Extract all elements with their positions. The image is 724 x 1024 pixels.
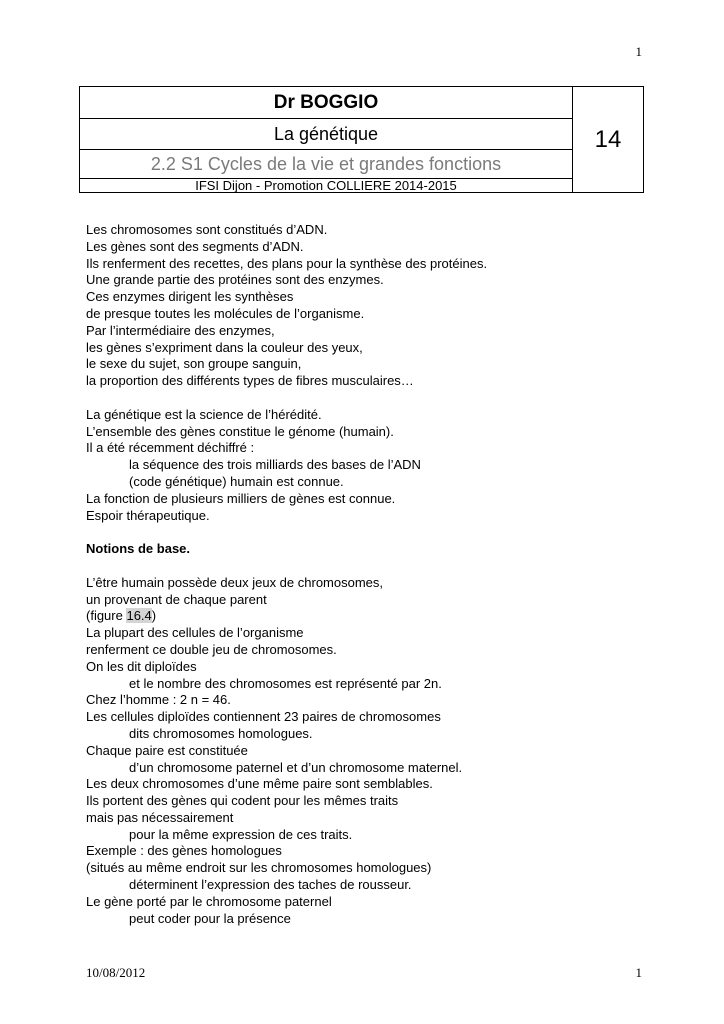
- top-page-number: 1: [635, 44, 642, 59]
- text-line: Chaque paire est constituée: [86, 742, 248, 758]
- header-table: [79, 86, 644, 193]
- text-line: La génétique est la science de l’hérédité.: [86, 406, 322, 422]
- text-line: Exemple : des gènes homologues: [86, 843, 282, 859]
- text-line: Par l’intermédiaire des enzymes,: [86, 322, 275, 338]
- text-line-indented: peut coder pour la présence: [129, 910, 291, 926]
- text-line: mais pas nécessairement: [86, 809, 234, 825]
- figure-reference-link[interactable]: 16.4: [126, 608, 152, 624]
- section-heading: Notions de base.: [86, 541, 191, 557]
- figure-reference-line: [86, 608, 646, 625]
- text-line: Chez l’homme : 2 n = 46.: [86, 692, 231, 708]
- paragraph-basics: [86, 575, 646, 928]
- text-line: Espoir thérapeutique.: [86, 507, 210, 523]
- document-body: [86, 222, 646, 927]
- text-line: La fonction de plusieurs milliers de gènes est connue.: [86, 490, 396, 506]
- paragraph-gap: [86, 390, 646, 407]
- text-line: La plupart des cellules de l’organisme: [86, 625, 304, 641]
- figure-suffix: ): [151, 608, 157, 624]
- figure-prefix: (figure: [86, 608, 127, 624]
- text-line: la proportion des différents types de fibres musculaires…: [86, 373, 414, 389]
- footer-date: 10/08/2012: [86, 965, 146, 980]
- text-line: Ils renferment des recettes, des plans pour la synthèse des protéines.: [86, 255, 488, 271]
- text-line-indented: d’un chromosome paternel et d’un chromosome maternel.: [129, 759, 463, 775]
- text-line: On les dit diploïdes: [86, 658, 197, 674]
- text-line: de presque toutes les molécules de l’organisme.: [86, 305, 365, 321]
- text-line: les gènes s’expriment dans la couleur des yeux,: [86, 339, 363, 355]
- text-line: Ils portent des gènes qui codent pour les mêmes traits: [86, 793, 399, 809]
- text-line: Les chromosomes sont constitués d’ADN.: [86, 222, 328, 237]
- paragraph-gap: [86, 524, 646, 541]
- course-title: 2.2 S1 Cycles de la vie et grandes fonctions: [80, 150, 573, 179]
- text-line-indented: pour la même expression de ces traits.: [129, 826, 353, 842]
- text-line-indented: la séquence des trois milliards des bases de l’ADN: [129, 457, 421, 473]
- text-line: L’ensemble des gènes constitue le génome (humain).: [86, 423, 394, 439]
- text-line: renferment ce double jeu de chromosomes.: [86, 641, 337, 657]
- text-line: Les deux chromosomes d’une même paire sont semblables.: [86, 776, 433, 792]
- session-number: 14: [573, 87, 644, 193]
- institution-line: IFSI Dijon - Promotion COLLIERE 2014-2015: [80, 179, 573, 193]
- text-line-indented: (code génétique) humain est connue.: [129, 473, 344, 489]
- paragraph-gap: [86, 558, 646, 575]
- text-line-indented: et le nombre des chromosomes est représenté par 2n.: [129, 675, 442, 691]
- author-name: Dr BOGGIO: [80, 87, 573, 119]
- text-line: un provenant de chaque parent: [86, 591, 267, 607]
- text-line: (situés au même endroit sur les chromosomes homologues): [86, 860, 432, 876]
- text-line: Le gène porté par le chromosome paternel: [86, 893, 332, 909]
- text-line: Les gènes sont des segments d’ADN.: [86, 238, 304, 254]
- text-line-indented: dits chromosomes homologues.: [129, 725, 313, 741]
- text-line: Ces enzymes dirigent les synthèses: [86, 289, 294, 305]
- text-line-indented: déterminent l’expression des taches de rousseur.: [129, 877, 412, 893]
- text-line: L’être humain possède deux jeux de chromosomes,: [86, 574, 384, 590]
- text-line: le sexe du sujet, son groupe sanguin,: [86, 356, 302, 372]
- paragraph-chromosomes: [86, 222, 646, 390]
- text-line: Il a été récemment déchiffré :: [86, 440, 255, 456]
- paragraph-genetics: [86, 407, 646, 525]
- subject-title: La génétique: [80, 119, 573, 150]
- text-line: Une grande partie des protéines sont des enzymes.: [86, 272, 384, 288]
- footer-page-number: 1: [635, 965, 642, 980]
- text-line: Les cellules diploïdes contiennent 23 paires de chromosomes: [86, 709, 441, 725]
